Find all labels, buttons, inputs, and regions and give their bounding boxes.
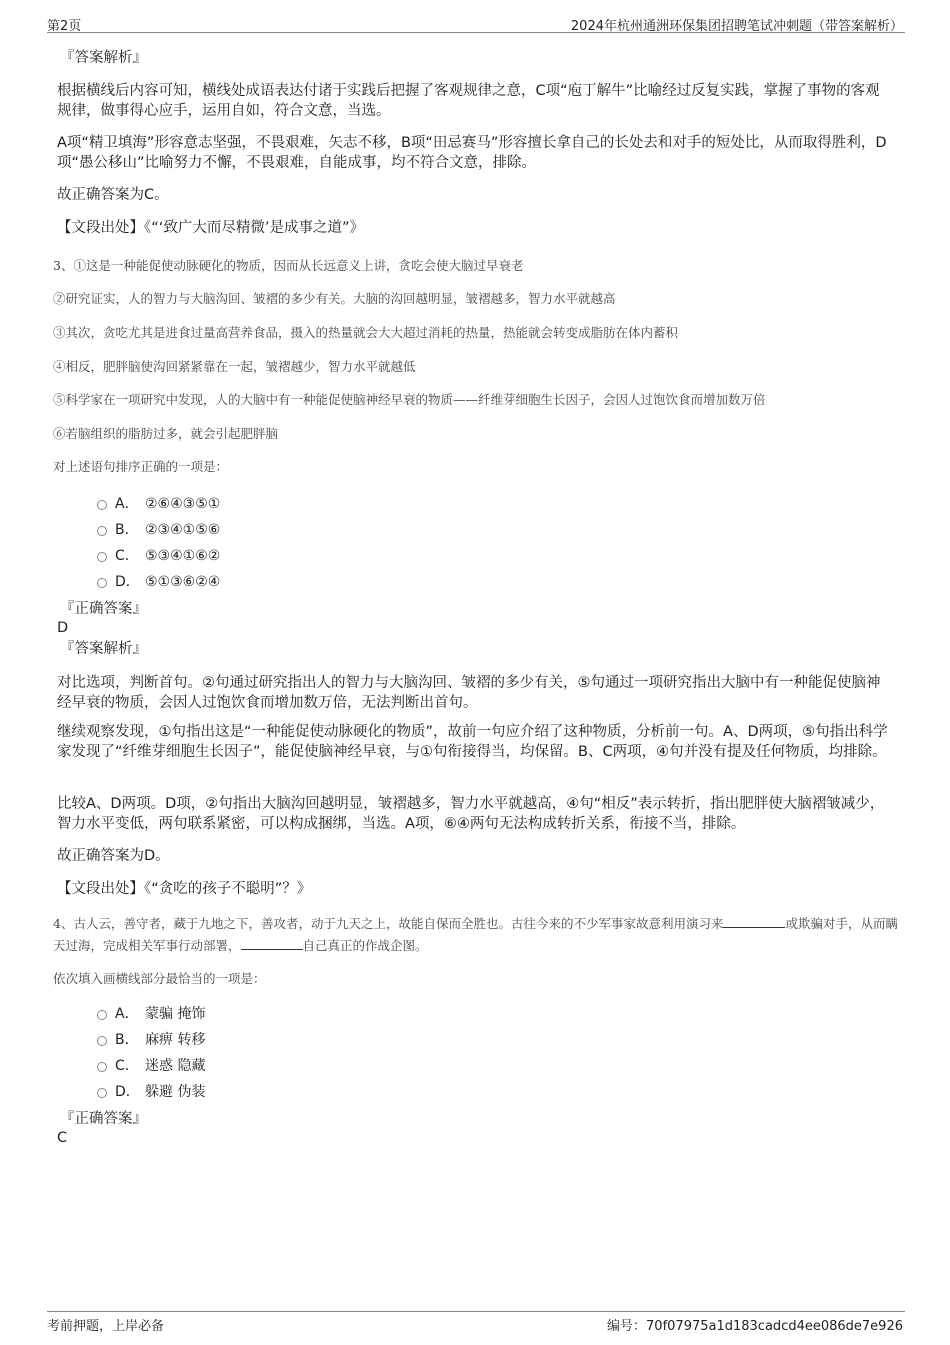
q2-analysis-label: 『答案解析』 — [60, 50, 147, 66]
page-number: 第2页 — [47, 19, 82, 34]
document-title: 2024年杭州通洲环保集团招聘笔试冲刺题（带答案解析） — [570, 19, 903, 34]
radio-icon[interactable] — [97, 526, 107, 536]
q4-answer-label: 『正确答案』 — [60, 1111, 147, 1127]
radio-icon[interactable] — [97, 1088, 107, 1098]
radio-icon[interactable] — [97, 552, 107, 562]
page-header — [47, 14, 905, 33]
q3-sentence-5: ⑤科学家在一项研究中发现，人的大脑中有一种能促使脑神经早衰的物质——纤维芽细胞生长因子，会因人过饱饮食而增加数万倍 — [53, 392, 766, 407]
q2-analysis-p2: A项“精卫填海”形容意志坚强，不畏艰难，矢志不移，B项“田忌赛马”形容擅长拿自己的长处去和对手的短处比，从而取得胜利，D项“愚公移山”比喻努力不懈，不畏艰难，自能成事，均不符合文意，排除。 — [57, 135, 887, 171]
radio-icon[interactable] — [97, 578, 107, 588]
q3-analysis-p3: 比较A、D两项。D项，②句指出大脑沟回越明显，皱褶越多，智力水平就越高，④句“相反”表示转折，指出肥胖使大脑褶皱减少，智力水平变低，两句联系紧密，可以构成捆绑，当选。A项，⑥④两句无法构成转折关系，衔接不当，排除。 — [57, 796, 885, 832]
q4-stem: 4、古人云，善守者，藏于九地之下，善攻者，动于九天之上，故能自保而全胜也。古往今来的不少军事家故意利用演习来 或欺骗对手，从而瞒天过海，完成相关军事行动部署， 自己真正的作战企图。 — [53, 916, 898, 953]
q3-sentence-4: ④相反，肥胖脑使沟回紧紧靠在一起，皱褶越少，智力水平就越低 — [53, 359, 416, 374]
q3-analysis-p2: 继续观察发现，①句指出这是“一种能促使动脉硬化的物质”，故前一句应介绍了这种物质，分析前一句。A、D两项，⑤句指出科学家发现了“纤维芽细胞生长因子”，能促使脑神经早衰，与①句衔接得当，均保留。B、C两项，④句并没有提及任何物质，均排除。 — [57, 724, 888, 760]
q4-answer: C — [57, 1130, 68, 1146]
footer-slogan: 考前押题，上岸必备 — [47, 1319, 165, 1334]
radio-icon[interactable] — [97, 1062, 107, 1072]
radio-icon[interactable] — [97, 1036, 107, 1046]
q2-source: 【文段出处】《“‘致广大而尽精微’是成事之道”》 — [57, 220, 364, 236]
q3-analysis-label: 『答案解析』 — [60, 641, 147, 657]
q3-stem: 对上述语句排序正确的一项是： — [53, 459, 229, 474]
q3-sentence-3: ③其次，贪吃尤其是进食过量高营养食品，摄入的热量就会大大超过消耗的热量，热能就会转变成脂肪在体内蓄积 — [53, 325, 679, 340]
q4-ask: 依次填入画横线部分最恰当的一项是： — [53, 971, 266, 986]
q3-answer-label: 『正确答案』 — [60, 601, 147, 617]
q3-sentence-6: ⑥若脑组织的脂肪过多，就会引起肥胖脑 — [53, 426, 279, 441]
q2-analysis-p1: 根据横线后内容可知，横线处成语表达付诸于实践后把握了客观规律之意，C项“庖丁解牛”比喻经过反复实践，掌握了事物的客观规律，做事得心应手，运用自如，符合文意，当选。 — [57, 83, 880, 119]
q3-analysis-conclusion: 故正确答案为D。 — [57, 848, 170, 864]
page-footer — [47, 1311, 905, 1332]
q3-analysis-p1: 对比选项，判断首句。②句通过研究指出人的智力与大脑沟回、皱褶的多少有关，⑤句通过一项研究指出大脑中有一种能促使脑神经早衰的物质，会因人过饱饮食而增加数万倍，无法判断出首句。 — [57, 675, 881, 711]
footer-serial: 编号：70f07975a1d183cadcd4ee086de7e926 — [607, 1319, 903, 1334]
q3-source: 【文段出处】《“贪吃的孩子不聪明”？》 — [57, 881, 312, 897]
q3-sentence-2: ②研究证实，人的智力与大脑沟回、皱褶的多少有关。大脑的沟回越明显，皱褶越多，智力水平就越高 — [53, 291, 616, 306]
fill-blank-1 — [723, 915, 785, 928]
radio-icon[interactable] — [97, 500, 107, 510]
q3-answer: D — [57, 620, 69, 636]
fill-blank-2 — [241, 937, 303, 950]
radio-icon[interactable] — [97, 1010, 107, 1020]
q3-sentence-1: 3、①这是一种能促使动脉硬化的物质，因而从长远意义上讲，贪吃会使大脑过早衰老 — [53, 258, 524, 273]
q2-analysis-conclusion: 故正确答案为C。 — [57, 187, 169, 203]
